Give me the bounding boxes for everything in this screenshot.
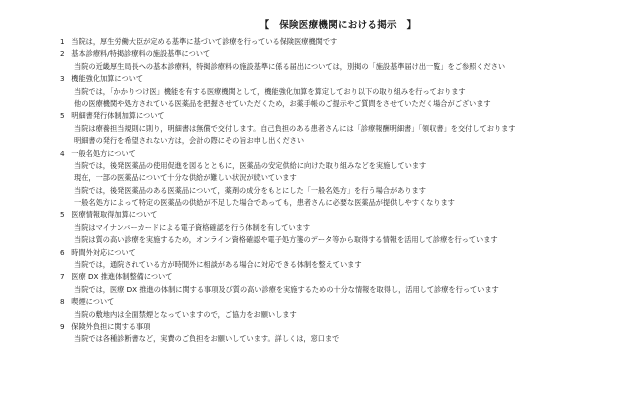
notice-item <box>60 271 640 296</box>
notice-item-detail: 他の医療機関や処方されている医薬品を把握させていただくため，お薬手帳のご提示やご質問をさせていただく場合がございます <box>74 98 491 108</box>
notice-item-detail: 現在，一部の医薬品について十分な供給が難しい状況が続いています <box>74 173 297 183</box>
notice-item-number: 8 <box>60 297 65 307</box>
notice-item-detail: 当院では，後発医薬品のある医薬品について，薬剤の成分をもとにした「一般名処方」を行う場合があります <box>74 185 426 195</box>
notice-item-number: 9 <box>60 321 65 331</box>
notice-item-heading <box>60 209 640 221</box>
notice-item-number: 2 <box>60 49 65 59</box>
notice-item <box>60 148 640 210</box>
notice-item-detail: 当院では各種診断書など，実費のご負担をお願いしています。詳しくは，窓口まで <box>74 334 340 344</box>
notice-item-heading-text: 医療 DX 推進体制整備について <box>71 272 173 282</box>
notice-item-number: 3 <box>60 74 65 84</box>
page-title: 【 保険医療機関における掲示 】 <box>259 20 417 31</box>
notice-item <box>60 247 640 272</box>
notice-item <box>60 48 640 73</box>
notice-item-detail: 明細書の発行を希望されない方は，会計の際にその旨お申し出ください <box>74 136 305 146</box>
notice-item-number: 5 <box>60 210 65 220</box>
notice-item-detail: 当院では，通院されている方が時間外に相談がある場合に対応できる体制を整えています <box>74 260 362 270</box>
notice-item-number: 1 <box>60 37 65 46</box>
notice-item <box>60 296 640 321</box>
notice-item-detail: 当院では，後発医薬品の使用促進を図るとともに，医薬品の安定供給に向けた取り組みなどを実施しています <box>74 160 427 170</box>
notice-item-heading <box>60 296 640 308</box>
notice-item-heading-text: 一般名処方について <box>71 148 136 158</box>
notice-item <box>60 73 640 110</box>
notice-item-detail: 当院の敷地内は全面禁煙となっていますので，ご協力をお願いします <box>74 309 297 319</box>
notice-item-heading-text: 時間外対応について <box>71 247 136 257</box>
notice-item-heading-text: 機能強化加算について <box>71 74 144 84</box>
notice-item-heading <box>60 321 640 333</box>
notice-item-heading-text: 医療情報取得加算について <box>71 210 158 220</box>
notice-item-heading <box>60 73 640 85</box>
notice-item-heading-text: 当院は，厚生労働大臣が定める基準に基づいて診療を行っている保険医療機関です <box>71 37 338 46</box>
notice-item-detail: 当院では，医療 DX 推進の体制に関する事項及び質の高い診療を実施するための十分な情報を取得し，活用して診療を行っています <box>74 284 499 294</box>
notice-item-detail: 当院の近畿厚生局長への基本診療料，特掲診療料の施設基準に係る届出については，別掲の「施設基準届け出一覧」をご参照ください <box>74 61 506 71</box>
notice-item-heading-text: 基本診療料/特掲診療料の施設基準について <box>71 49 211 59</box>
notice-item-heading <box>60 110 640 122</box>
notice-item-heading <box>60 148 640 160</box>
notice-item-detail: 一般名処方によって特定の医薬品の供給が不足した場合であっても，患者さんに必要な医薬品が提供しやすくなります <box>74 198 455 208</box>
notice-item-number: 4 <box>60 148 65 158</box>
notice-item-heading <box>60 271 640 283</box>
notice-item-number: 5 <box>60 111 65 121</box>
notice-item-detail: 当院は療養担当規則に則り，明細書は無償で交付します。自己負担のある患者さんには「診療報酬明細書」「領収書」を交付しております <box>74 123 516 133</box>
notice-item-heading-text: 喫煙について <box>71 297 115 307</box>
notice-item-heading-text: 明細書発行体制加算について <box>71 111 165 121</box>
notice-item <box>60 36 640 48</box>
notice-item-heading <box>60 247 640 259</box>
notice-item <box>60 110 640 147</box>
notice-item-detail: 当院は質の高い診療を実施するため，オンライン資格確認や電子処方箋のデータ等から取得する情報を活用して診療を行っています <box>74 235 498 245</box>
notice-item-number: 6 <box>60 247 65 257</box>
notice-list <box>60 36 640 346</box>
notice-item <box>60 321 640 346</box>
notice-item-heading-text: 保険外負担に関する事項 <box>71 321 151 331</box>
notice-item-heading <box>60 36 640 48</box>
notice-item <box>60 209 640 246</box>
notice-item-number: 7 <box>60 272 65 282</box>
notice-item-heading <box>60 48 640 60</box>
notice-item-detail: 当院はマイナンバーカードによる電子資格確認を行う体制を有しています <box>74 222 311 232</box>
notice-item-detail: 当院では，「かかりつけ医」機能を有する医療機関として，機能強化加算を算定しており以下の取り組みを行っております <box>74 86 466 96</box>
